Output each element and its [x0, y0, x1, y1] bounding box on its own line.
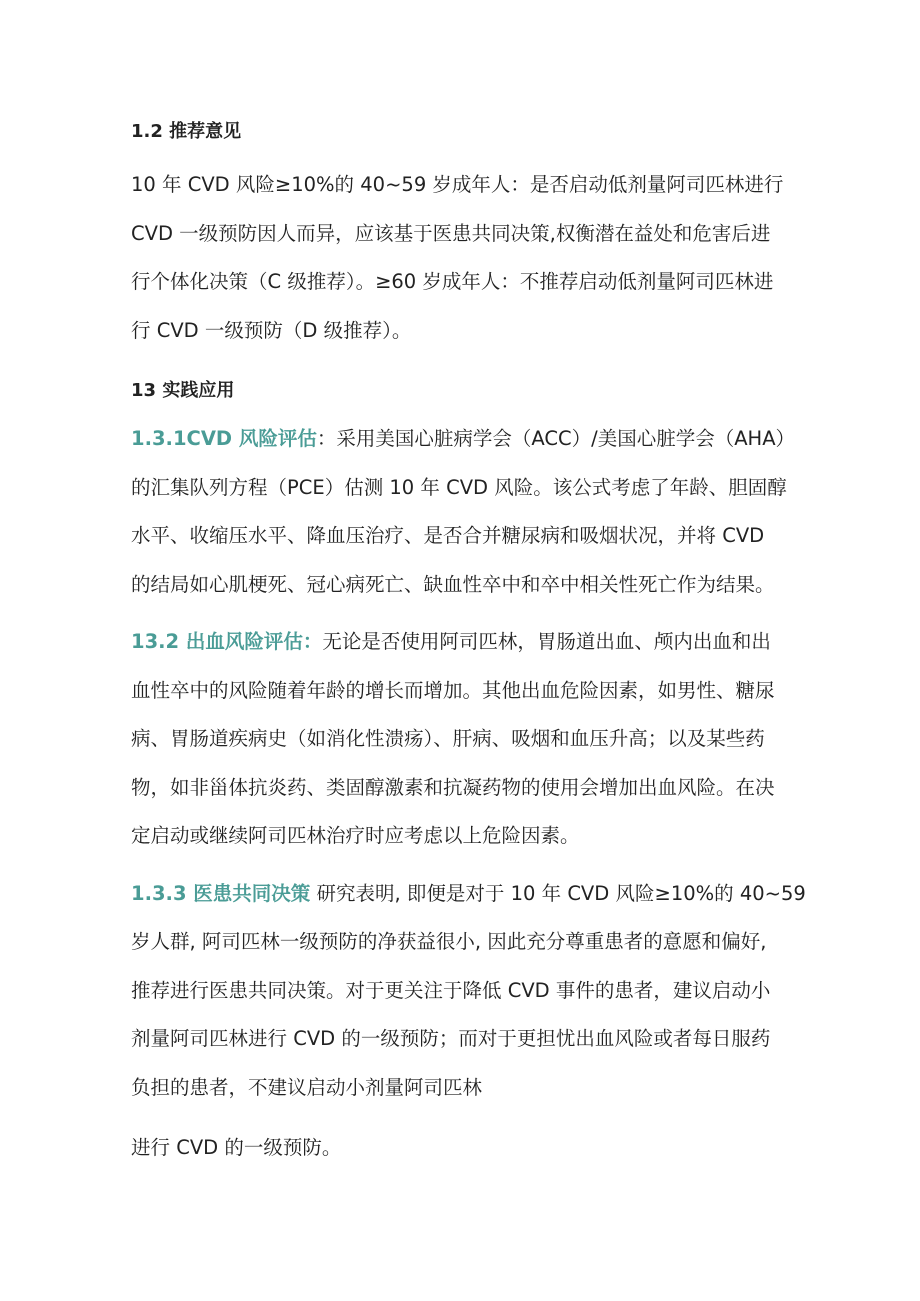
cvd-risk-assessment-label: 1.3.1CVD 风险评估	[131, 427, 317, 450]
paragraph-line: 负担的患者，不建议启动小剂量阿司匹林	[131, 1075, 483, 1099]
section-heading-1-3: 13 实践应用	[131, 380, 235, 401]
paragraph-line	[131, 415, 811, 464]
paragraph-line: 进行 CVD 的一级预防。	[131, 1136, 342, 1159]
section-heading-1-2: 1.2 推荐意见	[131, 121, 242, 142]
paragraph-text: ：采用美国心脏病学会（ACC）/美国心脏学会（AHA）	[316, 427, 796, 450]
paragraph-line: 行 CVD 一级预防（D 级推荐）。	[131, 318, 412, 342]
bleeding-risk-assessment-paragraph	[131, 618, 811, 861]
paragraph-line: 10 年 CVD 风险≥10%的 40~59 岁成年人：是否启动低剂量阿司匹林进行	[131, 173, 784, 196]
paragraph-line: 定启动或继续阿司匹林治疗时应考虑以上危险因素。	[131, 824, 580, 847]
shared-decision-label: 1.3.3 医患共同决策	[131, 881, 311, 905]
paragraph-line	[131, 870, 811, 919]
bleeding-risk-assessment-label: 13.2 出血风险评估：	[131, 630, 323, 653]
paragraph-line: 的汇集队列方程（PCE）估测 10 年 CVD 风险。该公式考虑了年龄、胆固醇	[131, 475, 787, 499]
paragraph-line: 的结局如心肌梗死、冠心病死亡、缺血性卒中和卒中相关性死亡作为结果。	[131, 572, 775, 596]
paragraph-line: 水平、收缩压水平、降血压治疗、是否合并糖尿病和吸烟状况，并将 CVD	[131, 524, 765, 547]
paragraph-line: 病、胃肠道疾病史（如消化性溃疡）、肝病、吸烟和血压升高；以及某些药	[131, 727, 765, 750]
paragraph-line: 推荐进行医患共同决策。对于更关注于降低 CVD 事件的患者，建议启动小	[131, 978, 771, 1002]
paragraph-line: CVD 一级预防因人而异，应该基于医患共同决策,权衡潜在益处和危害后进	[131, 221, 771, 245]
paragraph-line	[131, 618, 811, 667]
recommendation-paragraph	[131, 161, 811, 355]
paragraph-line: 岁人群, 阿司匹林一级预防的净获益很小, 因此充分尊重患者的意愿和偏好,	[131, 930, 767, 953]
paragraph-line: 物，如非甾体抗炎药、类固醇激素和抗凝药物的使用会增加出血风险。在决	[131, 775, 775, 799]
paragraph-text: 无论是否使用阿司匹林，胃肠道出血、颅内出血和出	[322, 630, 771, 653]
shared-decision-paragraph	[131, 870, 811, 1113]
paragraph-line: 血性卒中的风险随着年龄的增长而增加。其他出血危险因素，如男性、糖尿	[131, 678, 775, 702]
paragraph-text: 研究表明, 即便是对于 10 年 CVD 风险≥10%的 40~59	[310, 881, 806, 905]
paragraph-line: 剂量阿司匹林进行 CVD 的一级预防；而对于更担忧出血风险或者每日服药	[131, 1027, 771, 1050]
paragraph-line: 行个体化决策（C 级推荐）。≥60 岁成年人：不推荐启动低剂量阿司匹林进	[131, 270, 774, 293]
document-page	[131, 110, 811, 1173]
final-line-paragraph	[131, 1124, 811, 1173]
cvd-risk-assessment-paragraph	[131, 415, 811, 609]
